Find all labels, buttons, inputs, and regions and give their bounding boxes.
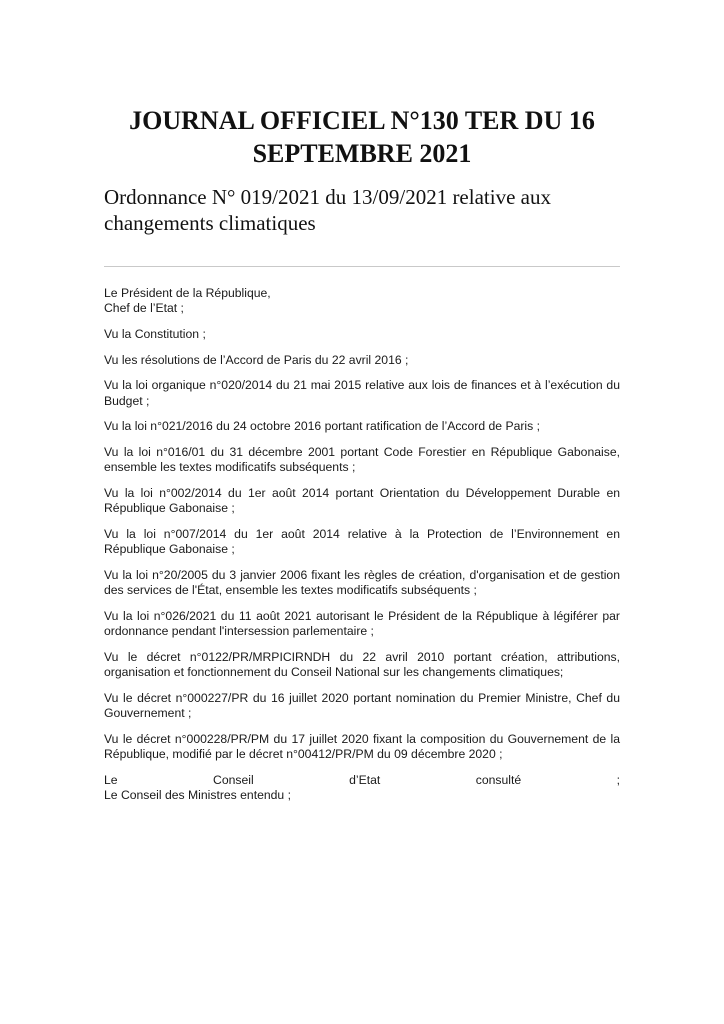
preamble-body xyxy=(104,286,620,814)
title-separator xyxy=(104,266,620,267)
conseil-etat-line xyxy=(104,773,620,788)
conseil-ministres-line: Le Conseil des Ministres entendu ; xyxy=(104,788,291,803)
visa-paragraph: Vu la loi n°026/2021 du 11 août 2021 autorisant le Président de la République à légiférer par ordonnance pendant l'intersession parlementaire ; xyxy=(104,608,620,639)
visa-paragraph: Vu la loi n°016/01 du 31 décembre 2001 portant Code Forestier en République Gabonaise, ensemble les textes modificatifs subséquents ; xyxy=(104,445,620,475)
visa-paragraph: Vu la loi n°007/2014 du 1er août 2014 relative à la Protection de l’Environnement en République Gabonaise ; xyxy=(104,527,620,557)
conseil-etat-word: Conseil xyxy=(213,772,254,787)
conseil-paragraph xyxy=(104,773,620,804)
conseil-etat-word: d’Etat xyxy=(349,772,381,787)
visa-paragraph: Vu la loi n°20/2005 du 3 janvier 2006 fixant les règles de création, d'organisation et de gestion des services de l'État, ensemble les textes modificatifs subséquents ; xyxy=(104,567,620,598)
journal-title-line-1: JOURNAL OFFICIEL N°130 TER DU 16 xyxy=(129,106,595,135)
visa-paragraph: Vu la loi n°021/2016 du 24 octobre 2016 portant ratification de l’Accord de Paris ; xyxy=(104,419,541,434)
president-line-2: Chef de l’Etat ; xyxy=(104,301,184,316)
ordonnance-title-line-2: changements climatiques xyxy=(104,211,316,235)
visa-paragraph: Vu la loi n°002/2014 du 1er août 2014 portant Orientation du Développement Durable en République Gabonaise ; xyxy=(104,486,620,516)
visa-paragraph: Vu le décret n°0122/PR/MRPICIRNDH du 22 avril 2010 portant création, attributions, organisation et fonctionnement du Conseil National sur les changements climatiques; xyxy=(104,649,620,680)
conseil-etat-word: Le xyxy=(104,772,118,787)
visa-paragraph: Vu la Constitution ; xyxy=(104,326,206,341)
president-line-1: Le Président de la République, xyxy=(104,286,271,300)
journal-title-line-2: SEPTEMBRE 2021 xyxy=(252,139,472,168)
president-paragraph xyxy=(104,286,620,317)
ordonnance-title xyxy=(104,184,624,236)
visa-paragraph: Vu la loi organique n°020/2014 du 21 mai 2015 relative aux lois de finances et à l’exécution du Budget ; xyxy=(104,378,620,408)
visa-paragraph: Vu les résolutions de l’Accord de Paris du 22 avril 2016 ; xyxy=(104,352,409,367)
conseil-etat-word: consulté xyxy=(475,772,522,787)
visa-paragraph: Vu le décret n°000227/PR du 16 juillet 2020 portant nomination du Premier Ministre, Chef du Gouvernement ; xyxy=(104,690,620,721)
visa-paragraph: Vu le décret n°000228/PR/PM du 17 juillet 2020 fixant la composition du Gouvernement de la République, modifié par le décret n°00412/PR/PM du 09 décembre 2020 ; xyxy=(104,731,620,762)
journal-title xyxy=(60,104,664,170)
conseil-etat-word: ; xyxy=(616,772,620,787)
ordonnance-title-line-1: Ordonnance N° 019/2021 du 13/09/2021 relative aux xyxy=(104,185,551,209)
